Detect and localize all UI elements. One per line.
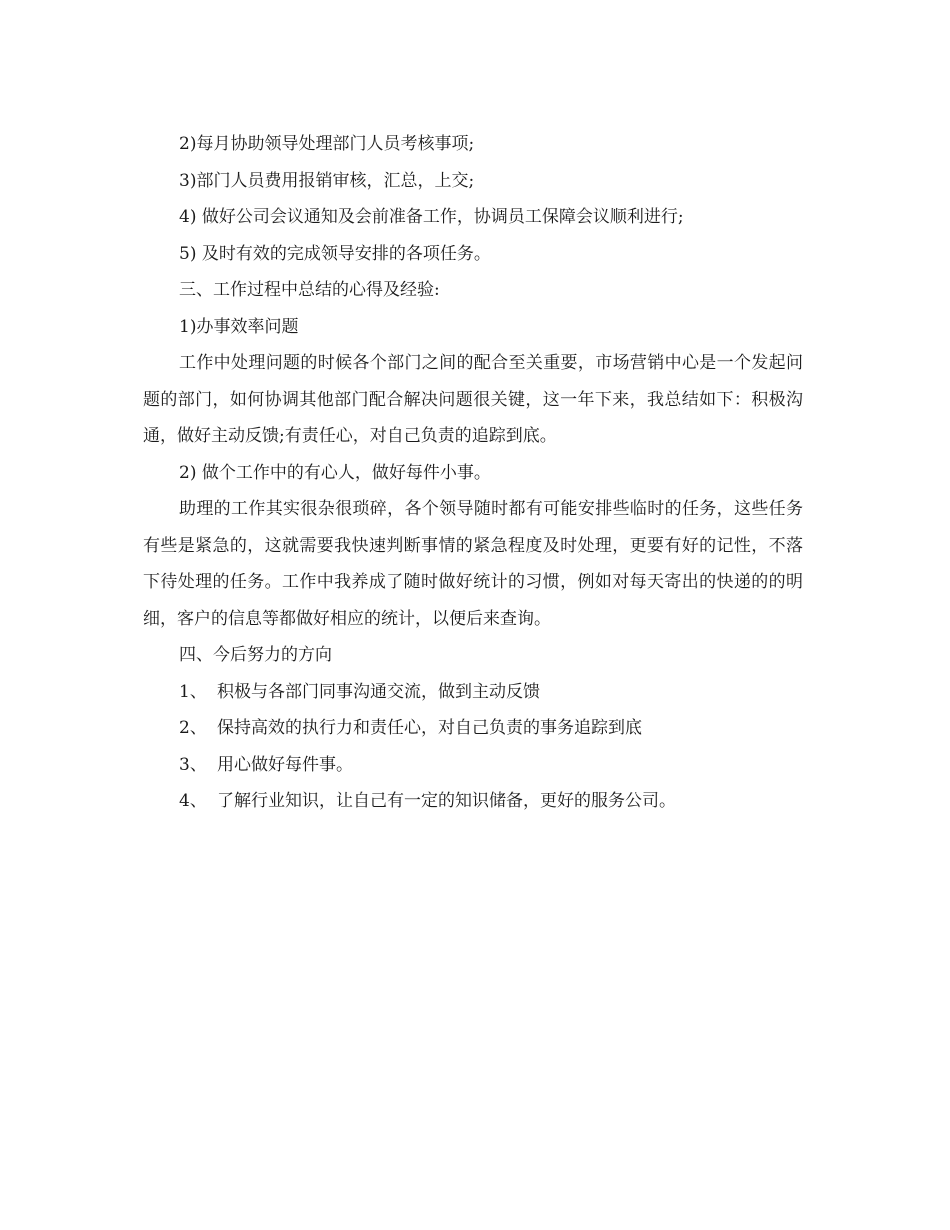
future-item [143, 710, 803, 747]
subheading-efficiency: 1)办事效率问题 [179, 316, 299, 337]
future-item-number: 3、 [179, 754, 207, 775]
task-line-3: 3)部门人员费用报销审核，汇总，上交; [179, 170, 475, 191]
future-item [143, 747, 803, 784]
document-body [143, 126, 803, 820]
future-item-number: 1、 [179, 681, 207, 702]
future-item-text: 保持高效的执行力和责任心，对自己负责的事务追踪到底 [217, 718, 642, 738]
future-item [143, 783, 803, 820]
future-item-text: 了解行业知识，让自己有一定的知识储备，更好的服务公司。 [217, 791, 676, 811]
future-item-text: 用心做好每件事。 [217, 754, 353, 775]
paragraph-efficiency: 工作中处理问题的时候各个部门之间的配合至关重要，市场营销中心是一个发起问题的部门，如何协调其他部门配合解决问题很关键，这一年下来，我总结如下：积极沟通，做好主动反馈;有责任心，对自己负责的追踪到底。 [143, 353, 803, 446]
subheading-attentive: 2) 做个工作中的有心人，做好每件小事。 [179, 462, 491, 483]
section-heading-experience: 三、工作过程中总结的心得及经验: [179, 280, 440, 300]
task-line-2: 2)每月协助领导处理部门人员考核事项; [179, 134, 475, 154]
section-heading-future: 四、今后努力的方向 [179, 645, 332, 665]
paragraph-assistant: 助理的工作其实很杂很琐碎，各个领导随时都有可能安排些临时的任务，这些任务有些是紧急的，这就需要我快速判断事情的紧急程度及时处理，更要有好的记性，不落下待处理的任务。工作中我养成了随时做好统计的习惯，例如对每天寄出的快递的的明细，客户的信息等都做好相应的统计，以便后来查询。 [143, 499, 803, 629]
future-item-number: 4、 [179, 791, 207, 811]
future-item-text: 积极与各部门同事沟通交流，做到主动反馈 [217, 681, 540, 702]
task-line-5: 5) 及时有效的完成领导安排的各项任务。 [179, 243, 491, 264]
task-line-4: 4) 做好公司会议通知及会前准备工作，协调员工保障会议顺利进行; [179, 207, 684, 227]
future-item [143, 674, 803, 711]
future-item-number: 2、 [179, 718, 207, 738]
